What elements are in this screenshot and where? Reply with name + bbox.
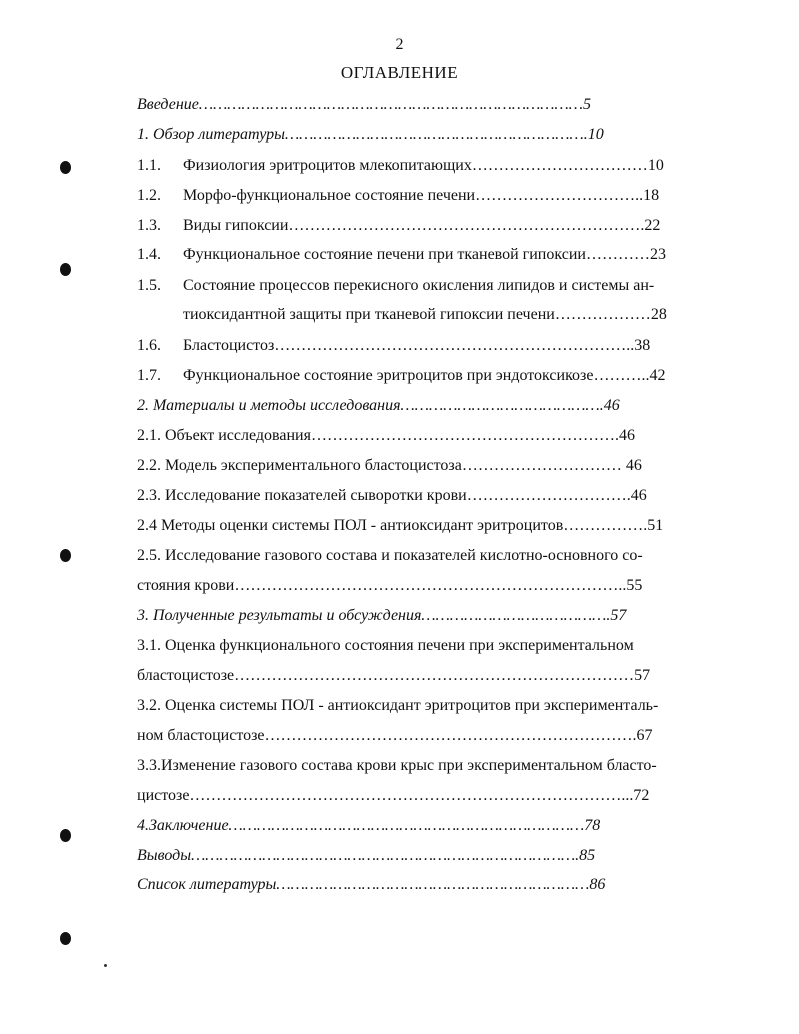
toc-entry-text: 2.3. Исследование показателей сыворотки крови………………………….46	[137, 487, 647, 504]
toc-entry-text: Морфо-функциональное состояние печени…………………………..18	[183, 187, 660, 204]
toc-entry-text: 2.2. Модель экспериментального бластоцистоза………………………… 46	[137, 457, 642, 474]
toc-entry-text: 2.4 Методы оценки системы ПОЛ - антиоксидант эритроцитов…………….51	[137, 517, 664, 534]
toc-entry-text: ном бластоцистозе…………………………………………………………….67	[137, 727, 653, 744]
toc-entry-text: 3.3.Изменение газового состава крови крыс при экспериментальном бласто-	[137, 757, 657, 774]
toc-entry-text: стояния крови………………………………………………………………..55	[137, 577, 643, 594]
toc-entry-number: 1.6.	[137, 337, 161, 354]
toc-entry-text: 2. Материалы и методы исследования…………………………………….46	[137, 397, 620, 414]
binder-hole-mark	[60, 549, 71, 562]
toc-entry-text: Состояние процессов перекисного окисления липидов и системы ан-	[183, 277, 655, 294]
toc-entry-text: Список литературы…………………………………………………………86	[137, 876, 606, 893]
toc-entry-number: 1.5.	[137, 277, 161, 294]
toc-entry-number: 1.7.	[137, 367, 161, 384]
toc-entry-text: тиоксидантной защиты при тканевой гипоксии печени………………28	[183, 306, 667, 323]
page-number: 2	[395, 36, 404, 53]
toc-entry-number: 1.1.	[137, 157, 161, 174]
toc-entry-text: Функциональное состояние эритроцитов при эндотоксикозе………..42	[183, 367, 666, 384]
toc-entry-text: Функциональное состояние печени при тканевой гипоксии…………23	[183, 246, 666, 263]
toc-title: ОГЛАВЛЕНИЕ	[340, 63, 459, 82]
toc-entry-text: бластоцистозе…………………………………………………………………57	[137, 667, 651, 684]
binder-hole-mark	[60, 932, 71, 945]
toc-entry-text: 3.2. Оценка системы ПОЛ - антиоксидант эритроцитов при эксперименталь-	[137, 697, 659, 714]
toc-entry-text: 3.1. Оценка функционального состояния печени при экспериментальном	[137, 637, 634, 654]
toc-entry-text: Физиология эритроцитов млекопитающих……………………………10	[183, 157, 664, 174]
toc-entry-number: 1.2.	[137, 187, 161, 204]
binder-hole-mark	[60, 263, 71, 276]
toc-entry-text: 3. Полученные результаты и обсуждения………………………………….57	[137, 607, 627, 624]
binder-hole-mark	[60, 161, 71, 174]
toc-entry-text: Виды гипоксии………………………………………………………….22	[183, 217, 661, 234]
binder-hole-mark	[60, 829, 71, 842]
toc-entry-text: Введение………………………………………………………………………5	[137, 96, 591, 113]
toc-entry-text: 2.5. Исследование газового состава и показателей кислотно-основного со-	[137, 547, 643, 564]
toc-entry-text: Выводы……………………………………………………………………….85	[137, 847, 596, 864]
toc-entry-text: 1. Обзор литературы……………………………………………………….10	[137, 126, 604, 143]
scan-speck	[104, 964, 107, 967]
toc-entry-text: 2.1. Объект исследования………………………………………………….46	[137, 427, 635, 444]
toc-entry-text: Бластоцистоз…………………………………………………………..38	[183, 337, 651, 354]
toc-entry-number: 1.4.	[137, 246, 161, 263]
toc-entry-text: 4.Заключение…………………………………………………………………78	[137, 817, 601, 834]
toc-entry-number: 1.3.	[137, 217, 161, 234]
toc-entry-text: цистозе………………………………………………………………………...72	[137, 787, 650, 804]
